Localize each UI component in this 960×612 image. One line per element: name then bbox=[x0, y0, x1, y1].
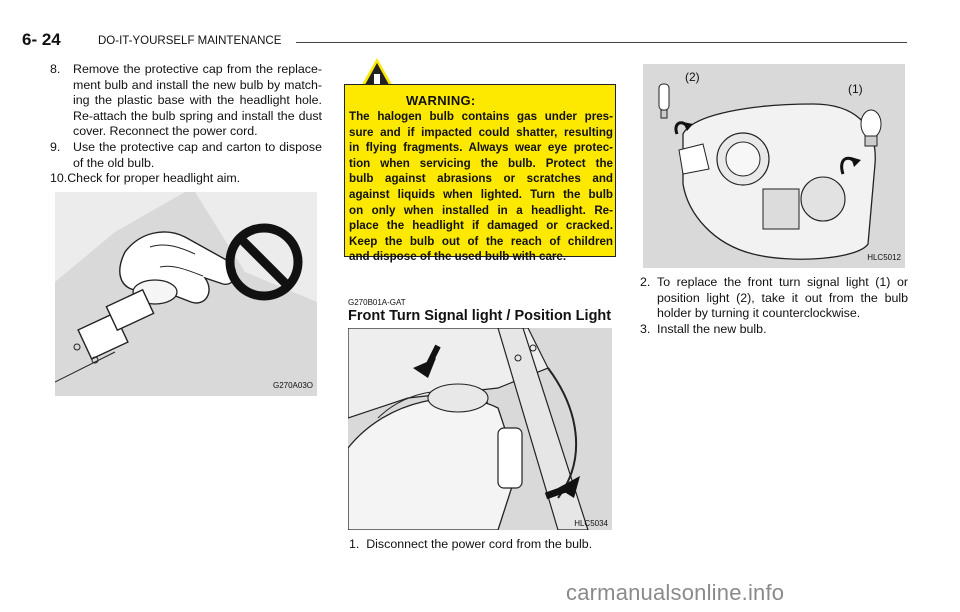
step-number: 9. bbox=[50, 139, 61, 154]
step-line: Remove the protective cap from the replace- bbox=[73, 62, 322, 76]
section-title: Front Turn Signal light / Position Light bbox=[348, 308, 612, 324]
turn-signal-access-figure bbox=[348, 328, 612, 530]
warning-text bbox=[349, 109, 613, 265]
warning-line: and dispose of the used bulb with care. bbox=[349, 250, 567, 264]
step-line: Check for proper headlight aim. bbox=[67, 171, 241, 186]
step-line: of the old bulb. bbox=[73, 155, 155, 170]
step-line: ing the plastic base with the headlight hole. bbox=[73, 93, 322, 108]
label-turn-signal: (1) bbox=[848, 82, 863, 96]
figure-code: HLC5012 bbox=[867, 253, 901, 262]
no-touch-bulb-illustration bbox=[55, 192, 317, 396]
step-number: 8. bbox=[50, 62, 61, 76]
headlight-assembly-illustration bbox=[643, 64, 905, 268]
warning-line: tion when servicing the bulb. Protect the bbox=[349, 156, 613, 170]
header-rule bbox=[296, 42, 907, 43]
step-number: 10. bbox=[50, 171, 68, 186]
step-8 bbox=[50, 62, 322, 140]
step-line: cover. Reconnect the power cord. bbox=[73, 124, 258, 139]
warning-line: in flying fragments. Always wear eye protec- bbox=[349, 141, 613, 155]
warning-title: WARNING: bbox=[406, 93, 476, 108]
step-number: 1. bbox=[349, 537, 360, 551]
warning-line: on only when installed in a headlight. Re- bbox=[349, 203, 613, 217]
left-steps-list bbox=[50, 62, 322, 187]
figure-code: G270A03O bbox=[272, 381, 313, 390]
step-line: To replace the front turn signal light (1) or bbox=[657, 275, 908, 289]
figure-code: HLC5034 bbox=[574, 519, 608, 528]
step-line: position light (2), take it out from the bulb bbox=[657, 290, 908, 305]
warning-line: sure and if impacted could shatter, resulting bbox=[349, 125, 613, 139]
position-light-bulb bbox=[659, 84, 693, 134]
step-line: ment bulb and install the new bulb by match- bbox=[73, 77, 322, 92]
step-3 bbox=[640, 322, 908, 338]
bulb-handling-figure bbox=[55, 192, 317, 396]
step-line: Use the protective cap and carton to dispose bbox=[73, 139, 322, 154]
step-2 bbox=[640, 275, 908, 322]
section-code: G270B01A-GAT bbox=[348, 298, 406, 307]
warning-line: bulb against abrasions or scratches and bbox=[349, 172, 613, 186]
right-steps-list bbox=[640, 275, 908, 337]
step-10 bbox=[50, 171, 322, 187]
page-number: 6- 24 bbox=[22, 30, 61, 49]
step-text: Disconnect the power cord from the bulb. bbox=[366, 537, 593, 551]
label-position-light: (2) bbox=[685, 70, 700, 84]
step-number: 3. bbox=[640, 321, 651, 336]
headlight-assembly-figure bbox=[643, 64, 905, 268]
middle-step bbox=[349, 537, 592, 553]
step-number: 2. bbox=[640, 275, 651, 289]
headlight-rear-illustration bbox=[348, 328, 612, 530]
warning-line: against liquids when lighted. Turn the bulb bbox=[349, 187, 613, 201]
section-header-title: DO-IT-YOURSELF MAINTENANCE bbox=[98, 35, 282, 47]
step-line: Install the new bulb. bbox=[657, 321, 767, 336]
warning-line: place the headlight if damaged or cracked. bbox=[349, 219, 613, 233]
step-9 bbox=[50, 140, 322, 171]
warning-line: Keep the bulb out of the reach of children bbox=[349, 234, 613, 248]
step-line: Re-attach the bulb spring and install the dust bbox=[73, 108, 322, 123]
warning-line: The halogen bulb contains gas under pres- bbox=[349, 110, 613, 123]
watermark: carmanualsonline.info bbox=[566, 580, 785, 605]
step-line: holder by turning it counterclockwise. bbox=[657, 306, 861, 321]
